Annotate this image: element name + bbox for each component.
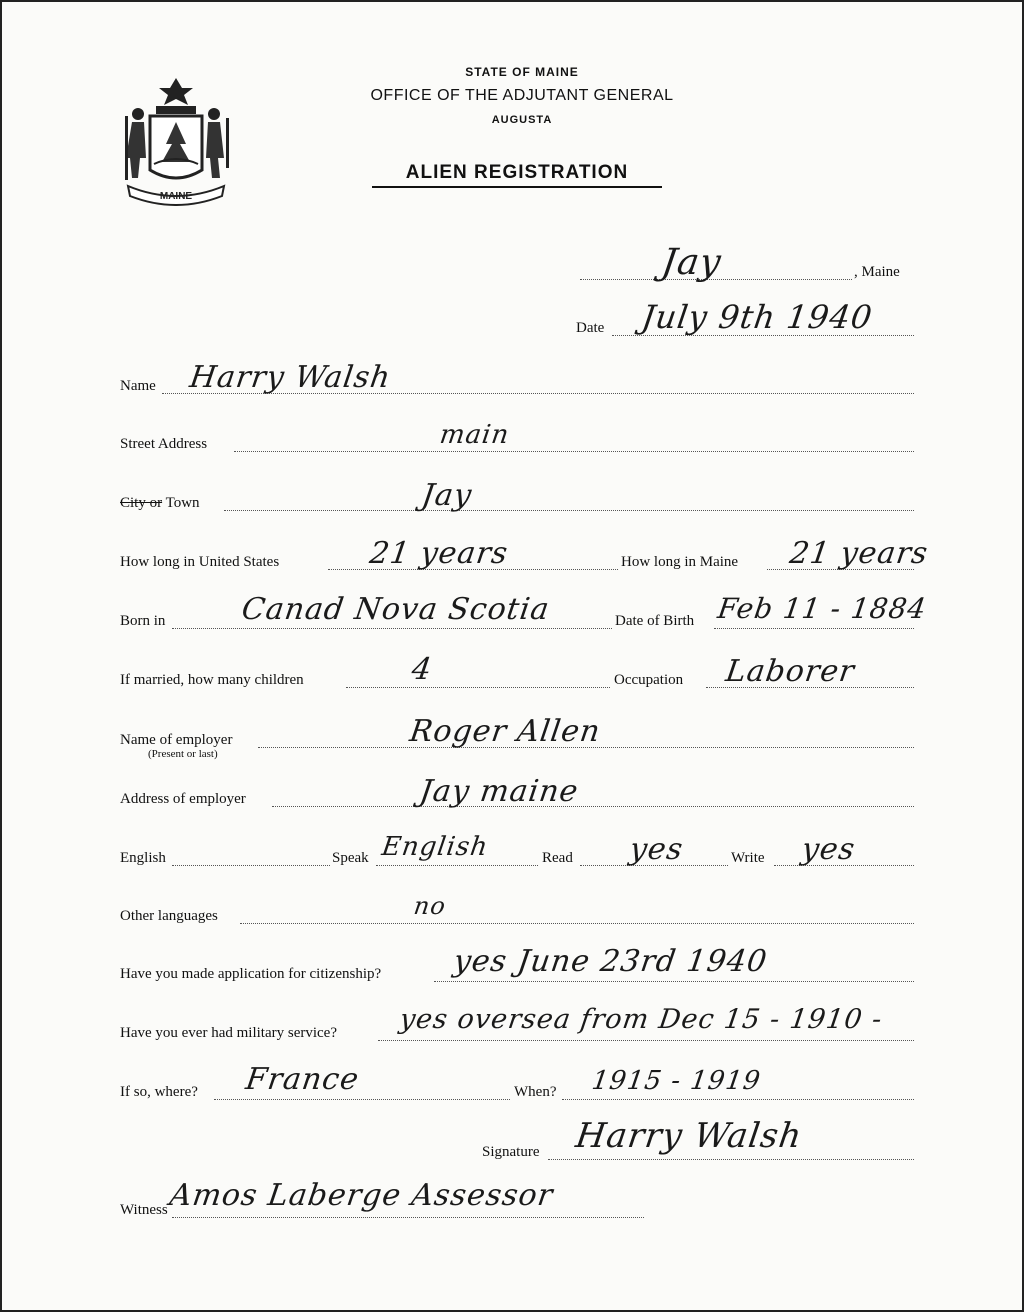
dob-label: Date of Birth [615,613,695,629]
military-label: Have you ever had military service? [120,1025,337,1041]
write-value: yes [799,832,858,867]
dob-line [714,628,914,629]
citizenship-label: Have you made application for citizenship? [120,966,382,982]
speak-value: English [379,832,491,862]
city-town-label [120,495,200,512]
town-label: Town [162,495,200,511]
header-city: AUGUSTA [491,114,553,126]
other-languages-label: Other languages [120,908,218,924]
years-us-value: 21 years [367,536,511,571]
citizenship-value: yes June 23rd 1940 [451,944,770,979]
maine-state-seal [120,74,232,206]
street-value: main [437,420,512,450]
born-in-value: Canad Nova Scotia [239,592,552,627]
signature-label: Signature [482,1144,540,1160]
read-label: Read [542,850,573,866]
where-value: France [243,1062,362,1097]
seal-banner-text: MAINE [159,191,193,202]
employer-address-label: Address of employer [120,791,246,807]
where-line [214,1099,510,1100]
employer-address-line [272,806,914,807]
signature-line [548,1159,914,1160]
header-office: OFFICE OF THE ADJUTANT GENERAL [370,87,674,104]
born-in-label: Born in [120,613,166,629]
signature-value: Harry Walsh [573,1116,805,1156]
english-line [172,865,330,866]
citizenship-line [434,981,914,982]
city-label-struck: City or [120,495,163,511]
children-value: 4 [409,652,435,687]
other-languages-line [240,923,914,924]
employer-address-value: Jay maine [417,774,581,809]
born-in-line [172,628,612,629]
when-line [562,1099,914,1100]
dob-value: Feb 11 - 1884 [715,592,929,625]
years-maine-label: How long in Maine [621,554,739,570]
when-value: 1915 - 1919 [589,1066,763,1096]
date-value: July 9th 1940 [639,298,876,336]
military-line [378,1040,914,1041]
speak-label: Speak [332,850,369,866]
street-line [234,451,914,452]
city-value: Jay [419,478,475,513]
employer-label: Name of employer [120,732,233,748]
english-label: English [120,850,166,866]
years-maine-value: 21 years [787,536,931,571]
military-value: yes oversea from Dec 15 - 1910 - [397,1004,885,1035]
header-state: STATE OF MAINE [465,65,579,79]
occupation-label: Occupation [614,672,684,688]
maine-label: , Maine [854,264,900,280]
write-label: Write [731,850,765,866]
form-title: ALIEN REGISTRATION [372,162,662,188]
name-label: Name [120,378,156,394]
date-label: Date [576,320,605,336]
employer-value: Roger Allen [407,714,603,749]
name-value: Harry Walsh [187,360,394,395]
children-line [346,687,610,688]
employer-sub-label: (Present or last) [148,748,218,760]
when-label: When? [514,1084,557,1100]
witness-value: Amos Laberge Assessor [167,1178,556,1213]
witness-line [172,1217,644,1218]
speak-line [376,865,538,866]
town-value: Jay [659,242,725,283]
occupation-value: Laborer [723,654,857,689]
read-value: yes [627,832,686,867]
street-label: Street Address [120,436,208,452]
where-label: If so, where? [120,1084,198,1100]
other-languages-value: no [412,892,448,920]
city-line [224,510,914,511]
years-us-label: How long in United States [120,554,280,570]
children-label: If married, how many children [120,672,304,688]
witness-label: Witness [120,1202,168,1218]
